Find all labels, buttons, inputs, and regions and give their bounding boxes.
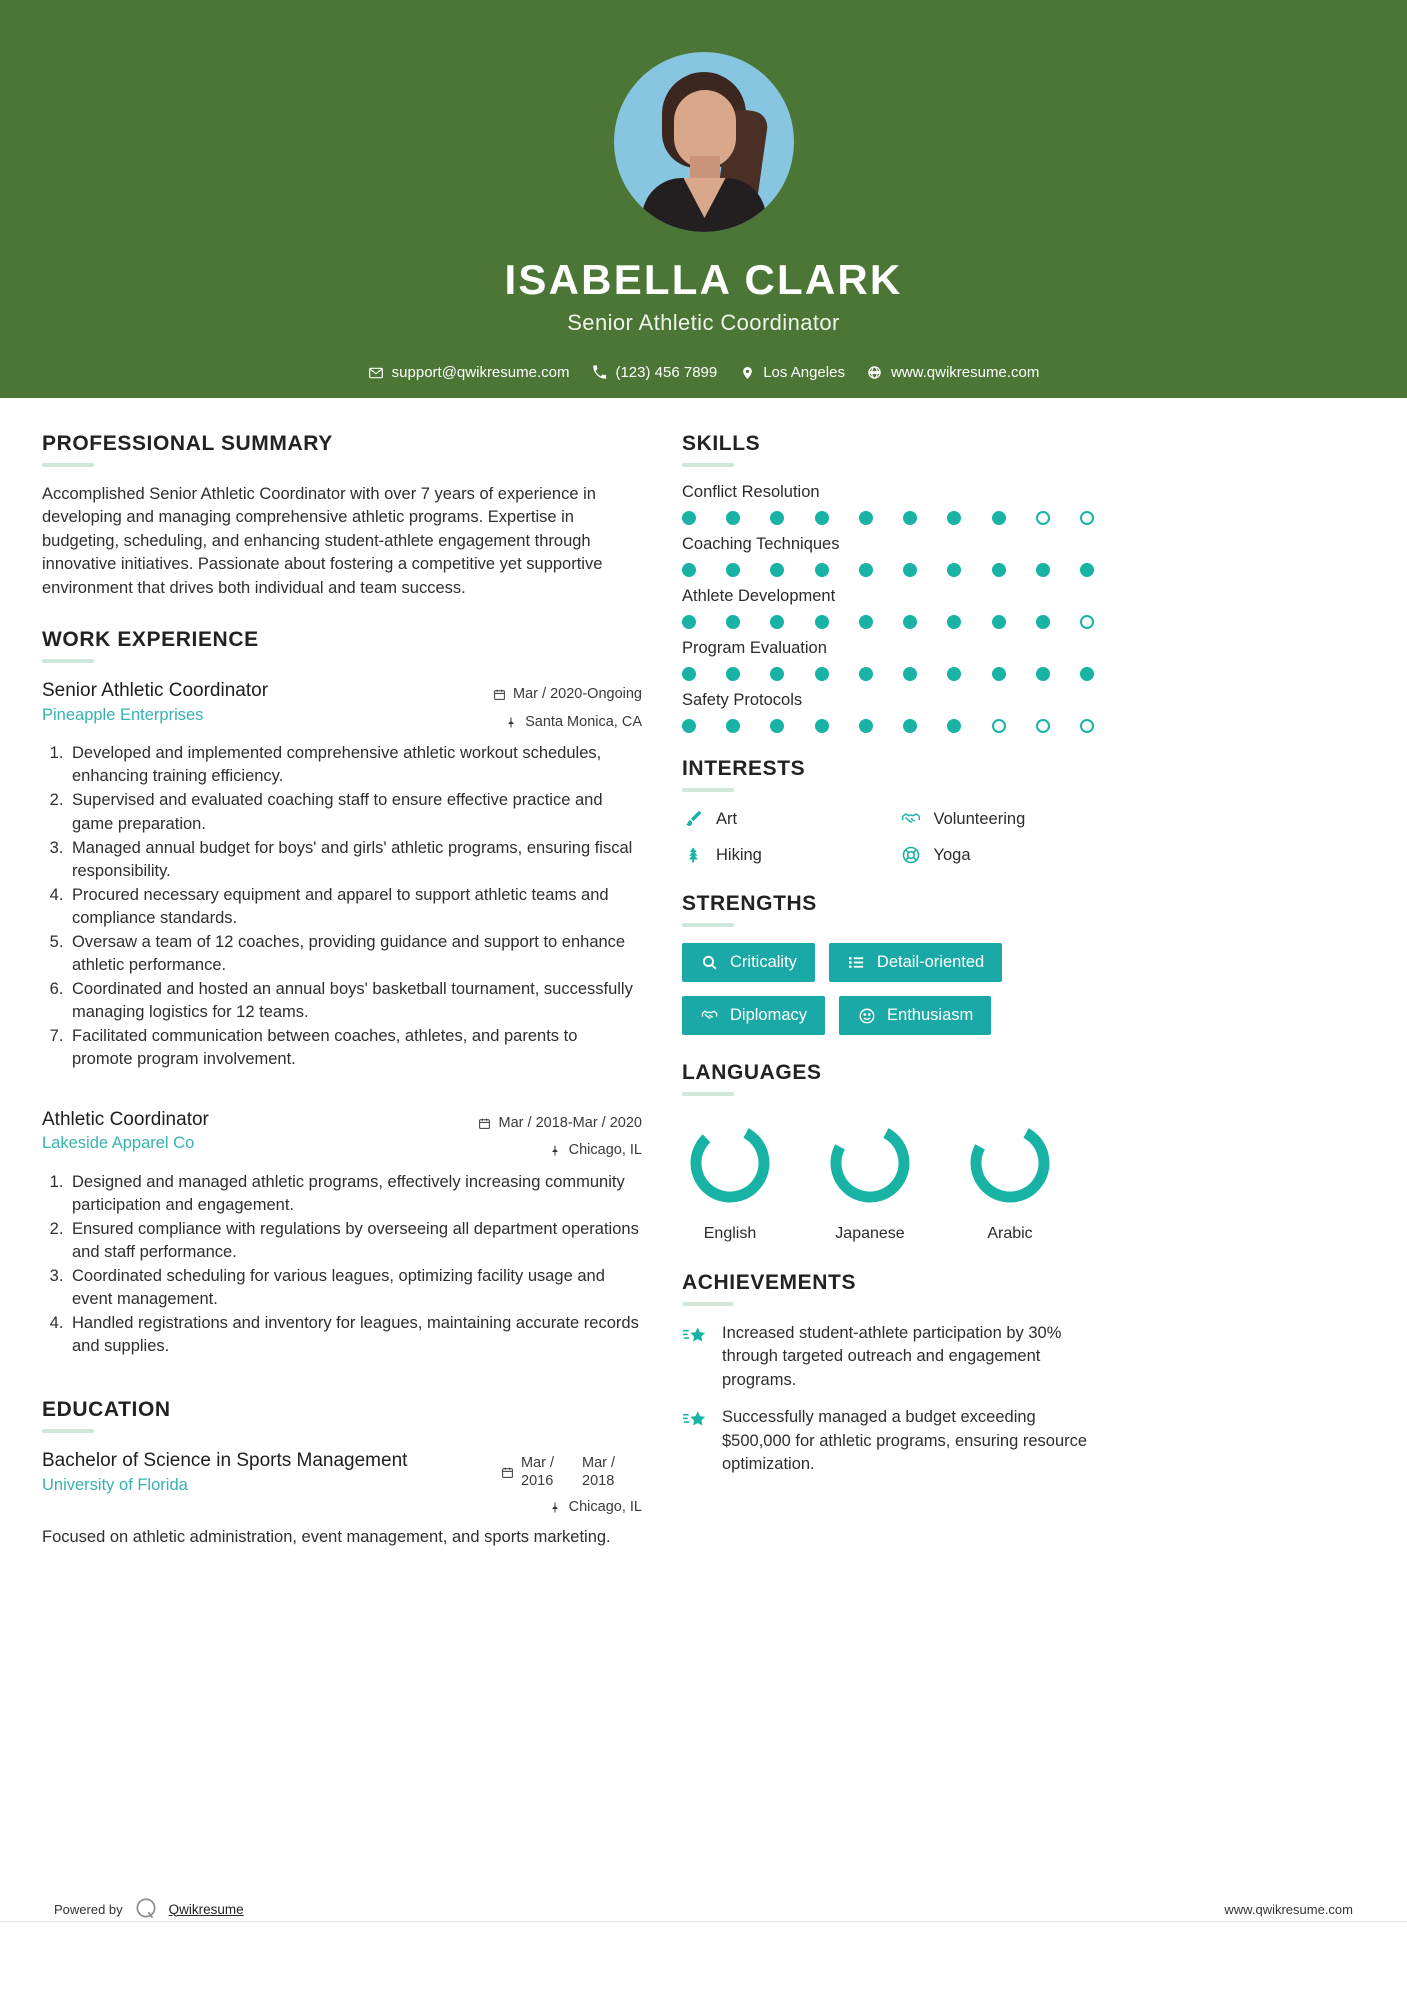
calendar-icon: [492, 688, 506, 702]
work-location: [472, 1141, 642, 1161]
star-shooting-icon: [682, 1324, 708, 1350]
rating-dot-empty: [1080, 615, 1094, 629]
interest-label: Hiking: [716, 845, 762, 864]
rating-dot-filled: [726, 615, 740, 629]
rating-dot-filled: [682, 719, 696, 733]
rating-dot-filled: [770, 615, 784, 629]
skill-rating: [682, 615, 1094, 629]
list-item: 3. Managed annual budget for boys' and girls' athletic programs, ensuring fiscal responsibility.: [68, 837, 642, 883]
achievement-text: Successfully managed a budget exceeding $500,000 for athletic programs, ensuring resource optimization.: [722, 1408, 1088, 1474]
powered-by-label: Powered by: [54, 1901, 123, 1917]
skills-list: [682, 483, 1107, 733]
list-item: 4. Handled registrations and inventory for leagues, maintaining accurate records and supplies.: [68, 1312, 642, 1358]
contact-phone-text: (123) 456 7899: [615, 364, 718, 381]
rating-dot-filled: [770, 563, 784, 577]
tree-icon: [682, 844, 704, 866]
right-column: [682, 432, 1107, 1555]
skill-rating: [682, 719, 1094, 733]
education-location: [442, 1498, 642, 1518]
handshake-icon: [900, 808, 922, 830]
skill-label: Coaching Techniques: [682, 535, 840, 553]
languages-list: [682, 1112, 1107, 1243]
skill-rating: [682, 563, 1094, 577]
star-shooting-icon: [682, 1408, 708, 1434]
skill-item: [682, 535, 1107, 577]
strength-label: Diplomacy: [730, 1006, 808, 1024]
avatar: [614, 52, 794, 232]
handshake-icon: [700, 1006, 719, 1025]
strength-criticality: [682, 943, 815, 982]
contact-location-text: Los Angeles: [763, 364, 845, 381]
language-donut-chart: [965, 1118, 1055, 1208]
map-pin-icon: [548, 1144, 562, 1158]
resume-body: [0, 398, 1407, 1555]
contact-row: [368, 364, 1040, 381]
paintbrush-icon: [682, 808, 704, 830]
contact-website-text: www.qwikresume.com: [890, 364, 1040, 381]
rating-dot-filled: [1036, 563, 1050, 577]
language-donut-chart: [685, 1118, 775, 1208]
rating-dot-filled: [859, 719, 873, 733]
summary-heading: PROFESSIONAL SUMMARY: [42, 432, 333, 455]
rating-dot-filled: [859, 667, 873, 681]
work-entry: [42, 1108, 642, 1359]
interest-item: [682, 808, 890, 830]
section-rule: [682, 923, 734, 927]
contact-location[interactable]: [739, 364, 845, 381]
work-date-text: Mar / 2018-Mar / 2020: [498, 1114, 642, 1131]
rating-dot-filled: [947, 563, 961, 577]
rating-dot-filled: [815, 511, 829, 525]
work-entry: [42, 679, 642, 1071]
footer-divider: [0, 1921, 1407, 1922]
rating-dot-empty: [1036, 719, 1050, 733]
strength-detail-oriented: [829, 943, 1002, 982]
rating-dot-filled: [815, 719, 829, 733]
globe-icon: [867, 365, 883, 381]
work-role: Senior Athletic Coordinator: [42, 680, 269, 702]
list-item: 4. Procured necessary equipment and apparel to support athletic teams and compliance standards.: [68, 884, 642, 930]
rating-dot-filled: [770, 511, 784, 525]
work-location-text: Santa Monica, CA: [525, 713, 642, 730]
strength-diplomacy: [682, 996, 825, 1035]
interests-heading: INTERESTS: [682, 757, 806, 780]
footer: [0, 1896, 1407, 1922]
contact-email[interactable]: [368, 364, 570, 381]
list-item: 2. Ensured compliance with regulations by overseeing all department operations and staff performance.: [68, 1218, 642, 1264]
contact-email-text: support@qwikresume.com: [391, 364, 570, 381]
section-rule: [682, 1092, 734, 1096]
education-degree: Bachelor of Science in Sports Management: [42, 1450, 408, 1472]
section-rule: [42, 463, 94, 467]
rating-dot-filled: [903, 563, 917, 577]
rating-dot-filled: [859, 511, 873, 525]
rating-dot-filled: [682, 563, 696, 577]
rating-dot-filled: [726, 719, 740, 733]
powered-by: [54, 1896, 244, 1922]
section-work-experience: [42, 628, 642, 1358]
rating-dot-filled: [726, 667, 740, 681]
work-date: [472, 685, 642, 705]
rating-dot-filled: [859, 615, 873, 629]
section-rule: [42, 1429, 94, 1433]
section-languages: [682, 1061, 1107, 1243]
work-heading: WORK EXPERIENCE: [42, 628, 259, 652]
language-label: English: [703, 1225, 757, 1242]
education-description: Focused on athletic administration, event management, and sports marketing.: [42, 1527, 611, 1546]
rating-dot-filled: [947, 511, 961, 525]
rating-dot-filled: [726, 563, 740, 577]
language-item: [822, 1118, 918, 1243]
work-org: Pineapple Enterprises: [42, 705, 204, 724]
work-org: Lakeside Apparel Co: [42, 1134, 195, 1153]
list-item: 1. Designed and managed athletic programs, effectively increasing community participation and engagement.: [68, 1171, 642, 1217]
strength-label: Enthusiasm: [887, 1006, 974, 1024]
language-donut-chart: [825, 1118, 915, 1208]
education-date-end: Mar / 2018: [582, 1455, 616, 1489]
rating-dot-filled: [947, 615, 961, 629]
rating-dot-filled: [992, 667, 1006, 681]
summary-text: Accomplished Senior Athletic Coordinator with over 7 years of experience in developing and managing comprehensive athletic programs. Expertise in budgeting, scheduling, and enhancing student-athlete engagement through innovative initiatives. Passionate about fostering a competitive yet supportive environment that drives both individual and team success.: [42, 485, 603, 597]
rating-dot-filled: [903, 615, 917, 629]
section-strengths: [682, 892, 1107, 1035]
page-title: ISABELLA CLARK: [504, 256, 903, 303]
rating-dot-filled: [992, 615, 1006, 629]
rating-dot-filled: [1080, 667, 1094, 681]
language-label: Arabic: [987, 1225, 1033, 1242]
languages-heading: LANGUAGES: [682, 1061, 822, 1084]
strengths-list: [682, 943, 1107, 1035]
section-rule: [682, 463, 734, 467]
rating-dot-filled: [859, 563, 873, 577]
rating-dot-filled: [903, 511, 917, 525]
phone-icon: [591, 365, 607, 381]
skill-label: Program Evaluation: [682, 639, 827, 657]
rating-dot-filled: [1080, 563, 1094, 577]
skill-item: [682, 483, 1107, 525]
rating-dot-empty: [1080, 511, 1094, 525]
list-icon: [847, 953, 866, 972]
language-item: [682, 1118, 778, 1243]
section-rule: [42, 659, 94, 663]
skill-rating: [682, 511, 1094, 525]
calendar-icon: [478, 1116, 492, 1130]
achievement-item: [682, 1322, 1107, 1392]
education-dates: [442, 1455, 642, 1490]
skill-item: [682, 587, 1107, 629]
location-pin-icon: [739, 365, 755, 381]
lifebuoy-icon: [900, 844, 922, 866]
skill-item: [682, 691, 1107, 733]
rating-dot-filled: [1036, 667, 1050, 681]
section-interests: [682, 757, 1107, 866]
rating-dot-empty: [992, 719, 1006, 733]
rating-dot-filled: [682, 667, 696, 681]
rating-dot-empty: [1080, 719, 1094, 733]
interests-grid: [682, 808, 1107, 866]
skill-label: Athlete Development: [682, 587, 836, 605]
contact-phone[interactable]: [591, 364, 717, 381]
envelope-icon: [368, 365, 384, 381]
strength-label: Criticality: [730, 953, 797, 971]
rating-dot-filled: [770, 667, 784, 681]
section-education: [42, 1398, 642, 1549]
smiley-icon: [857, 1006, 876, 1025]
education-location-text: Chicago, IL: [568, 1499, 642, 1516]
strength-label: Detail-oriented: [876, 953, 985, 971]
section-rule: [682, 1302, 734, 1306]
list-item: 7. Facilitated communication between coaches, athletes, and parents to promote program involvement.: [68, 1025, 642, 1071]
work-location-text: Chicago, IL: [568, 1142, 642, 1159]
qwikresume-brand-link[interactable]: Qwikresume: [168, 1901, 244, 1917]
contact-website[interactable]: [867, 364, 1039, 381]
interest-label: Yoga: [933, 845, 971, 864]
rating-dot-filled: [815, 667, 829, 681]
strength-enthusiasm: [839, 996, 991, 1035]
rating-dot-filled: [903, 667, 917, 681]
language-label: Japanese: [835, 1225, 905, 1242]
rating-dot-empty: [1036, 511, 1050, 525]
work-bullets: [68, 1171, 642, 1359]
education-heading: EDUCATION: [42, 1398, 171, 1422]
qwikresume-logo-icon: [133, 1896, 159, 1922]
rating-dot-filled: [726, 511, 740, 525]
rating-dot-filled: [815, 563, 829, 577]
calendar-icon: [500, 1466, 514, 1480]
left-column: [42, 432, 642, 1555]
strengths-heading: STRENGTHS: [682, 892, 817, 915]
rating-dot-filled: [992, 511, 1006, 525]
list-item: 2. Supervised and evaluated coaching staff to ensure effective practice and game preparation.: [68, 789, 642, 835]
resume-header: [0, 0, 1407, 398]
map-pin-icon: [504, 715, 518, 729]
work-date-text: Mar / 2020-Ongoing: [513, 686, 642, 703]
list-item: 6. Coordinated and hosted an annual boys' basketball tournament, successfully managing logistics for 12 teams.: [68, 978, 642, 1024]
skill-rating: [682, 667, 1094, 681]
rating-dot-filled: [682, 511, 696, 525]
map-pin-icon: [548, 1501, 562, 1515]
footer-url[interactable]: www.qwikresume.com: [1224, 1901, 1353, 1917]
section-professional-summary: [42, 432, 642, 600]
skills-heading: SKILLS: [682, 432, 761, 455]
language-item: [962, 1118, 1058, 1243]
rating-dot-filled: [947, 667, 961, 681]
rating-dot-filled: [903, 719, 917, 733]
rating-dot-filled: [815, 615, 829, 629]
achievement-text: Increased student-athlete participation by 30% through targeted outreach and engagement programs.: [722, 1324, 1062, 1389]
work-role: Athletic Coordinator: [42, 1108, 209, 1130]
section-achievements: [682, 1271, 1107, 1477]
rating-dot-filled: [682, 615, 696, 629]
work-bullets: [68, 742, 642, 1071]
rating-dot-filled: [770, 719, 784, 733]
section-skills: [682, 432, 1107, 733]
education-school: University of Florida: [42, 1476, 188, 1495]
section-rule: [682, 788, 734, 792]
list-item: 3. Coordinated scheduling for various leagues, optimizing facility usage and event management.: [68, 1265, 642, 1311]
interest-item: [900, 808, 1108, 830]
rating-dot-filled: [992, 563, 1006, 577]
interest-label: Volunteering: [933, 809, 1026, 828]
skill-item: [682, 639, 1107, 681]
interest-item: [900, 844, 1108, 866]
work-date: [472, 1114, 642, 1134]
search-icon: [700, 953, 719, 972]
education-date-start: Mar / 2016: [521, 1455, 555, 1489]
interest-label: Art: [716, 809, 738, 828]
education-entry: [42, 1449, 642, 1549]
skill-label: Safety Protocols: [682, 691, 803, 709]
rating-dot-filled: [1036, 615, 1050, 629]
work-location: [472, 713, 642, 733]
header-job-title: Senior Athletic Coordinator: [567, 310, 840, 335]
list-item: 5. Oversaw a team of 12 coaches, providing guidance and support to enhance athletic performance.: [68, 931, 642, 977]
rating-dot-filled: [947, 719, 961, 733]
achievements-heading: ACHIEVEMENTS: [682, 1271, 857, 1294]
skill-label: Conflict Resolution: [682, 483, 820, 501]
list-item: 1. Developed and implemented comprehensive athletic workout schedules, enhancing training efficiency.: [68, 742, 642, 788]
achievement-item: [682, 1406, 1107, 1476]
interest-item: [682, 844, 890, 866]
